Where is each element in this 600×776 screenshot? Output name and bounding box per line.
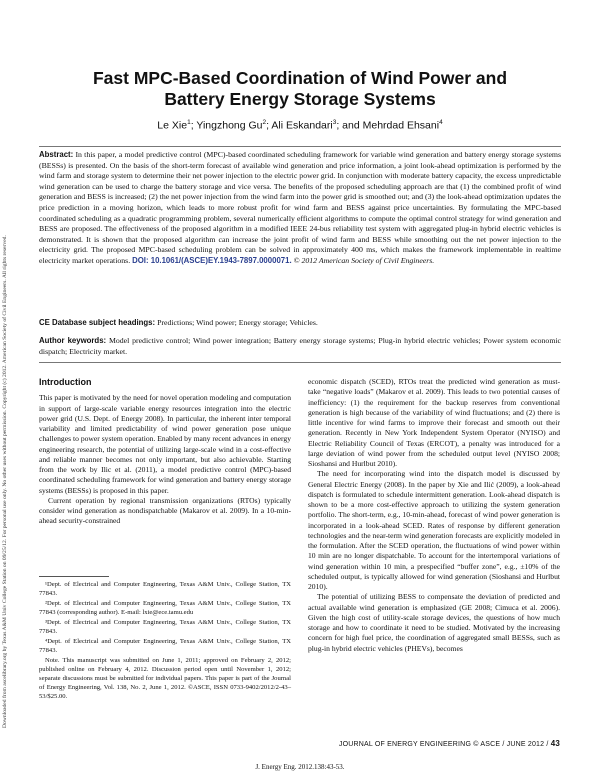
ce-text: Predictions; Wind power; Energy storage; Vehicles. [157,318,318,327]
right-column [308,377,560,654]
download-notice-text: Downloaded from ascelibrary.org by Texas A&M Univ College Station on 09/25/12. For personal use only. No other uses without permission. Copyright (c) 2012. American Society of Civil Engineers. All rights reserved. [2,235,8,728]
page-number: 43 [550,739,560,748]
footnote: ¹Dept. of Electrical and Computer Engineering, Texas A&M Univ., College Station, TX 77843. [39,581,291,597]
keywords-text: Model predictive control; Wind power integration; Battery energy storage systems; Plug-in hybrid electric vehicles; Power system economic dispatch; Electricity market. [39,336,562,356]
abstract-top-rule [39,146,561,147]
paragraph: The potential of utilizing BESS to compensate the deviation of predicted and actual available wind generation is emphasized (GE 2008; Cimuca et al. 2006). Given the high cost of utility-scale storage devices, the questions of how much storage and how to coordinate it need to be studied. Motivated by the increasing concern for high fuel price, the coordination of aggregated small BESSs, such as plug-in hybrid electric vehicles (PHEVs), becomes [308,592,560,653]
abstract [39,150,561,267]
paragraph: The need for incorporating wind into the dispatch model is discussed by General Electric Energy (2008). In the paper by Xie and Ilić (2009), a look-ahead dispatch is formulated to schedule intermittent generation. Look-ahead dispatch is shown to be a more cost-effective approach to utilizing the system generation portfolio. The short-term, e.g., 10-min-ahead, forecast of wind power generation is incorporated in a look-ahead SCED. Rates of response by different generation technologies and the near-term wind generation forecasts are explicitly modeled in the formulation. After the SCED operation, the fluctuations of wind power within 10 min are no longer dispatchable. To account for the intertemporal variations of wind generation within 10 min, a prespecified “buffer zone”, e.g., ±10% of the scheduled output, is typically allowed for wind generation (Sioshansi and Hurlbut 2010). [308,469,560,591]
author-list: Le Xie$^1$; Yingzhong Gu$^2$; Ali Eskandari$^3$; and Mehrdad Ehsani$^4$ [157,119,443,132]
author-keywords [39,336,561,357]
paragraph: Current operation by regional transmission organizations (RTOs) typically consider wind generation as nondispatchable (Makarov et al. 2009). In a 10-min-ahead security-constrained [39,495,291,526]
footnote: ³Dept. of Electrical and Computer Engineering, Texas A&M Univ., College Station, TX 77843. [39,619,291,635]
download-notice [0,38,14,728]
footnote: ⁴Dept. of Electrical and Computer Engineering, Texas A&M Univ., College Station, TX 77843. [39,638,291,654]
footnote-rule [39,576,109,577]
journal-footer [339,739,560,748]
doi-link[interactable]: DOI: 10.1061/(ASCE)EY.1943-7897.0000071. [132,255,292,265]
footnote: ²Dept. of Electrical and Computer Engineering, Texas A&M Univ., College Station, TX 77843 (corresponding author). E-mail: lxie@ece.tamu.edu [39,600,291,616]
subject-headings [39,318,561,329]
left-column [39,377,291,527]
author-affiliation-mark: 3 [332,119,337,126]
ce-label: CE Database subject headings: [39,318,156,327]
keywords-bottom-rule [39,362,561,363]
keywords-label: Author keywords: [39,336,107,345]
paper-title-line-2: Battery Energy Storage Systems [164,89,436,109]
footnotes [39,580,291,702]
author: Ali Eskandari [271,119,333,132]
author: Yingzhong Gu [196,119,263,132]
abstract-label: Abstract: [39,150,74,159]
author-affiliation-mark: 4 [439,119,443,126]
citation-line: J. Energy Eng. 2012.138:43-53. [255,763,345,771]
author: and Mehrdad Ehsani [342,119,440,132]
abstract-text: In this paper, a model predictive control (MPC)-based coordinated scheduling framework for variable wind generation and battery energy storage systems (BESSs) is presented. On the basis of the short-term forecast of available wind generation and price information, a joint look-ahead optimization is performed by the wind farm and storage system to determine their net power injection to the electric power grid. In conjunction with moderate battery capacity, the excess unpredictable wind generation can be used to charge the battery storage and vice versa. The benefits of the proposed scheduling approach are that (1) the combined profit of wind generation and BESS is increased; (2) the net power injection from the wind farm into the power grid is smoothed out; and (3) the look-ahead optimization updates the price prediction in a moving horizon, which leads to more robust profit for wind farm and BESS against price uncertainties. By formulating the MPC-based coordinated scheduling as a quadratic programming problem, several numerically efficient algorithms to compute the optimal control strategy for wind generation and BESS are proposed. The effectiveness of the proposed algorithm in a modified IEEE 24-bus reliability test system with aggregated plug-in hybrid electric vehicles is demonstrated. It is shown that the proposed algorithm can increase the joint profit of wind farm and BESS while smoothing out the net power injection to the electricity grid. The proposed MPC-based scheduling problem can be solved in approximately 400 ms, which makes the framework implementable in realtime electricity market operations. [39,150,561,265]
paragraph: economic dispatch (SCED), RTOs treat the predicted wind generation as must-take “negative loads” (Makarov et al. 2009). This leads to two potential causes of inefficiency: (1) the requirement for the backup reserves from conventional generation is high because of the variability of wind fluctuations; and (2) there is little incentive for wind farms to improve their forecast and smooth out their generation. Recently in New York Independent System Operator (NYISO) and Electric Reliability Council of Texas (ERCOT), a penalty was introduced for a large deviation of wind power from the scheduled output level (NYISO 2008; Sioshansi and Hurlbut 2010). [308,377,560,468]
copyright-notice: © 2012 American Society of Civil Engineers. [293,255,435,265]
footnote: Note. This manuscript was submitted on June 1, 2011; approved on February 2, 2012; published online on February 4, 2012. Discussion period open until November 1, 2012; separate discussions must be submitted for individual papers. This paper is part of the Journal of Energy Engineering, Vol. 138, No. 2, June 1, 2012. ©ASCE, ISSN 0733-9402/2012/2-43–53/$25.00. [39,657,291,700]
journal-footer-text: JOURNAL OF ENERGY ENGINEERING © ASCE / JUNE 2012 / [338,741,549,748]
paper-title-line-1: Fast MPC-Based Coordination of Wind Power and [92,68,508,88]
paragraph: This paper is motivated by the need for novel operation modeling and computation in support of large-scale variable energy resources integration into the electric power grid (U.S. Dept. of Energy 2008). In particular, the inherent inter temporal variability and limited predictability of wind power generation pose unique challenges to power system operation. Enabled by many recent advances in energy engineering research, the potential of utilizing large-scale wind in a cost-effective and reliable manner becomes not only important, but also achievable. Starting from the work by Ilic et al. (2011), a model predictive control (MPC)-based coordinated scheduling framework for wind generation and battery energy storage systems (BESSs) is proposed in this paper. [39,393,291,495]
author: Le Xie [157,119,188,132]
author-affiliation-mark: 1 [187,119,191,126]
introduction-heading: Introduction [39,377,92,387]
author-affiliation-mark: 2 [262,119,267,126]
